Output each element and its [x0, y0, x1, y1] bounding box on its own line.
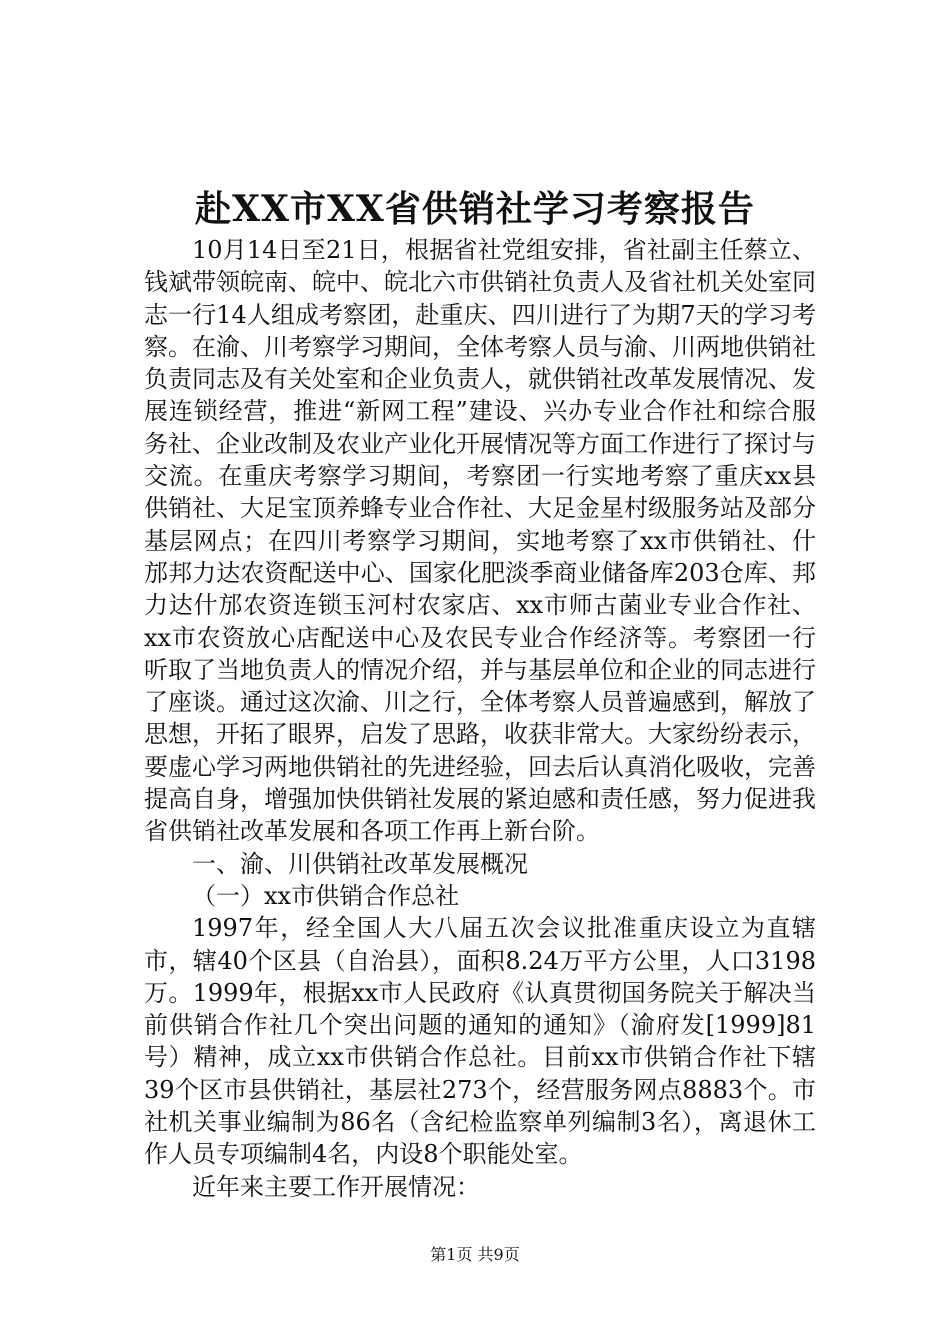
section-heading-1: 一、渝、川供销社改革发展概况 — [192, 849, 528, 878]
subsection-heading-1: （一）xx市供销合作总社 — [192, 881, 460, 910]
paragraph-recent-work: 近年来主要工作开展情况： — [192, 1172, 480, 1201]
paragraph-chongqing-overview: 1997年，经全国人大八届五次会议批准重庆设立为直辖市，辖40个区县（自治县），面积8.24万平方公里，人口3198万。1999年，根据xx市人民政府《认真贯彻国务院关于解决当前供销合作社几个突出问题的通知的通知》（渝府发[1999]81号）精神，成立xx市供销合作总社。目前xx市供销合作社下辖39个区市县供销社，基层社273个，经营服务网点8883个。市社机关事业编制为86名（含纪检监察单列编制3名），离退休工作人员专项编制4名，内设8个职能处室。 — [144, 914, 816, 1169]
document-body — [144, 234, 816, 1203]
page-number: 第1页 共9页 — [430, 1245, 520, 1264]
paragraph-intro: 10月14日至21日，根据省社党组安排，省社副主任蔡立、钱斌带领皖南、皖中、皖北六市供销社负责人及省社机关处室同志一行14人组成考察团，赴重庆、四川进行了为期7天的学习考察。在渝、川考察学习期间，全体考察人员与渝、川两地供销社负责同志及有关处室和企业负责人，就供销社改革发展情况、发展连锁经营，推进“新网工程”建设、兴办专业合作社和综合服务社、企业改制及农业产业化开展情况等方面工作进行了探讨与交流。在重庆考察学习期间，考察团一行实地考察了重庆xx县供销社、大足宝顶养蜂专业合作社、大足金星村级服务站及部分基层网点；在四川考察学习期间，实地考察了xx市供销社、什邡邦力达农资配送中心、国家化肥淡季商业储备库203仓库、邦力达什邡农资连锁玉河村农家店、xx市师古菌业专业合作社、xx市农资放心店配送中心及农民专业合作经济等。考察团一行听取了当地负责人的情况介绍，并与基层单位和企业的同志进行了座谈。通过这次渝、川之行，全体考察人员普遍感到，解放了思想，开拓了眼界，启发了思路，收获非常大。大家纷纷表示，要虚心学习两地供销社的先进经验，回去后认真消化吸收，完善提高自身，增强加快供销社发展的紧迫感和责任感，努力促进我省供销社改革发展和各项工作再上新台阶。 — [144, 236, 816, 846]
document-title: 赴XX市XX省供销社学习考察报告 — [195, 188, 755, 230]
